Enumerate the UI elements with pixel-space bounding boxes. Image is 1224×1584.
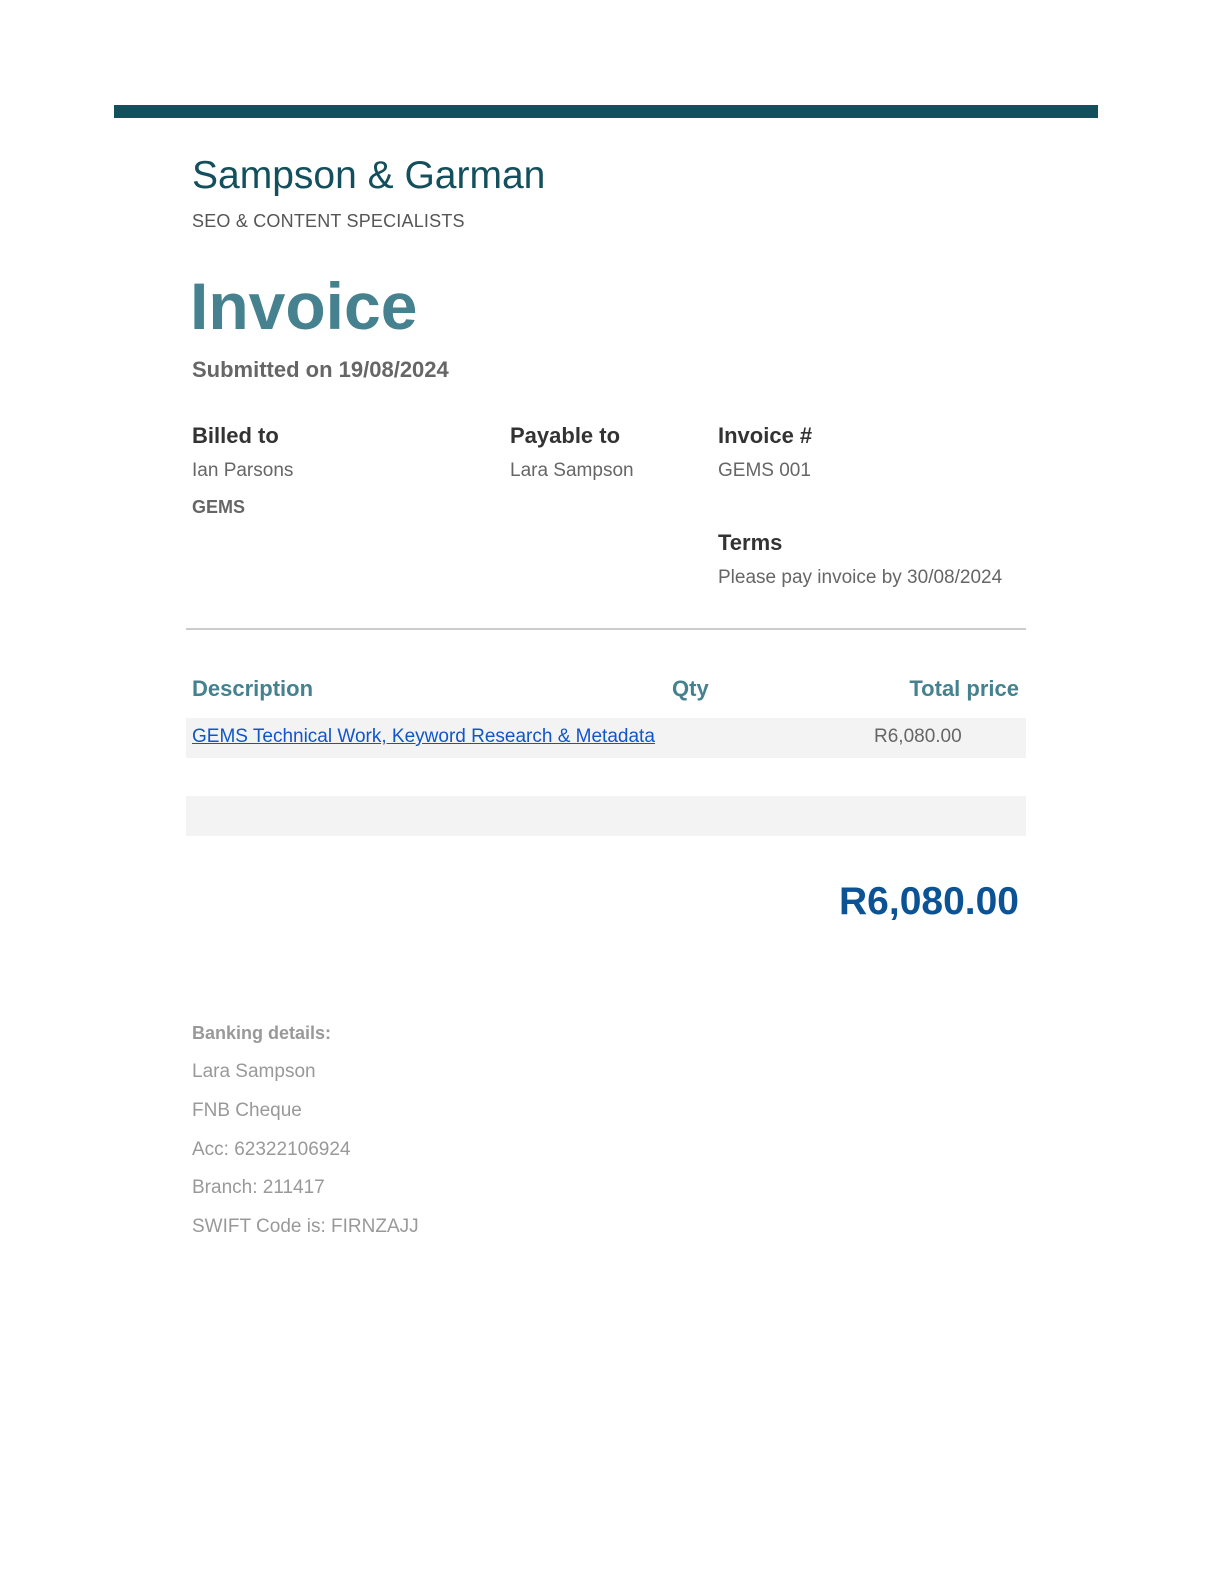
invoice-number-label: Invoice #	[718, 423, 813, 448]
table-row-empty	[186, 796, 1026, 836]
billed-to-label: Billed to	[192, 423, 279, 448]
payable-to-name: Lara Sampson	[510, 460, 634, 481]
company-name: Sampson & Garman	[192, 154, 546, 197]
item-description-link[interactable]: GEMS Technical Work, Keyword Research & Metadata	[192, 726, 655, 747]
banking-details-heading: Banking details:	[192, 1023, 332, 1043]
billed-to-name: Ian Parsons	[192, 460, 294, 481]
payable-to-label: Payable to	[510, 423, 621, 448]
item-total-price: R6,080.00	[874, 726, 962, 747]
terms-label: Terms	[718, 530, 783, 555]
header-description: Description	[192, 676, 314, 701]
invoice-number-value: GEMS 001	[718, 460, 811, 481]
banking-branch-code: Branch: 211417	[192, 1177, 325, 1198]
banking-account-number: Acc: 62322106924	[192, 1139, 351, 1160]
header-total-price: Total price	[909, 676, 1019, 701]
banking-swift-code: SWIFT Code is: FIRNZAJJ	[192, 1216, 419, 1237]
banking-account-holder: Lara Sampson	[192, 1061, 316, 1082]
billed-to-company: GEMS	[192, 497, 246, 517]
submitted-date: Submitted on 19/08/2024	[192, 357, 449, 382]
terms-value: Please pay invoice by 30/08/2024	[718, 567, 1003, 588]
company-tagline: SEO & CONTENT SPECIALISTS	[192, 211, 465, 231]
header-accent-bar	[114, 105, 1098, 118]
invoice-total: R6,080.00	[839, 880, 1019, 923]
invoice-title: Invoice	[190, 269, 418, 343]
section-divider	[186, 628, 1026, 630]
header-qty: Qty	[672, 676, 709, 701]
banking-bank-name: FNB Cheque	[192, 1100, 302, 1121]
